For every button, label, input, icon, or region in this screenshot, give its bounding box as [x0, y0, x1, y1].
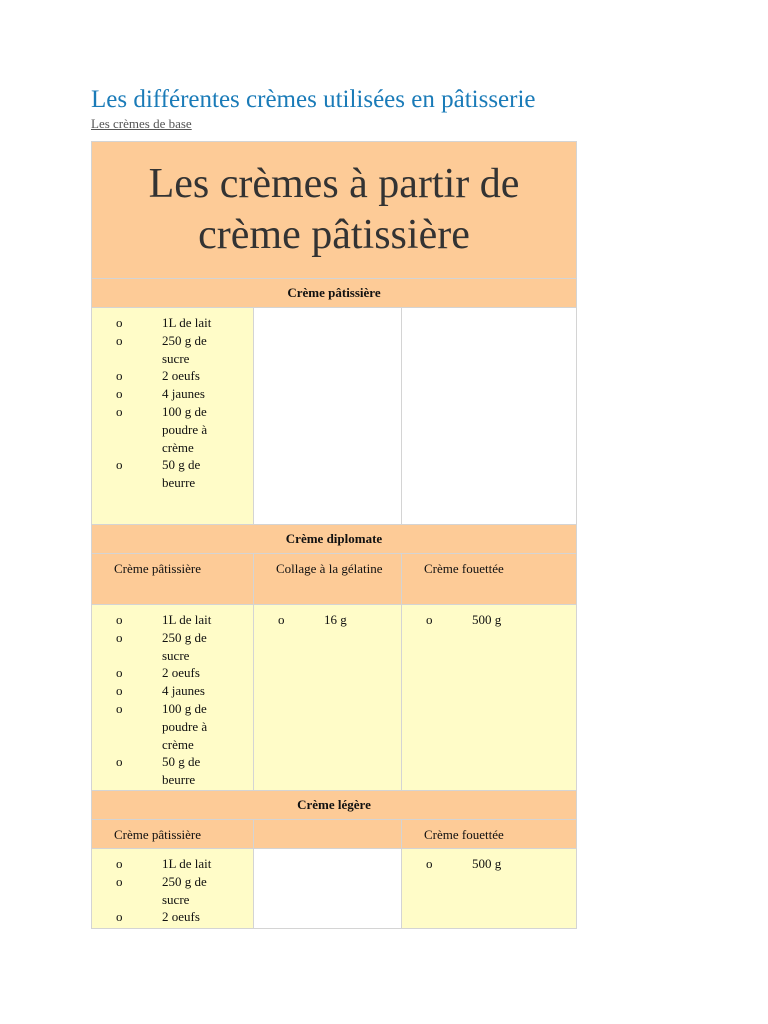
ingredient-list — [254, 605, 401, 629]
empty-cell — [254, 308, 402, 525]
gelatin-cell — [254, 605, 402, 791]
ingredient-list — [92, 605, 253, 789]
ingredient-list — [402, 605, 576, 629]
bullet: o — [116, 315, 123, 330]
bullet: o — [116, 368, 123, 384]
ingredient-list — [92, 308, 253, 492]
list-item: o 500 g — [426, 856, 502, 871]
section-header-creme-legere: Crème légère — [92, 791, 577, 820]
section-header-creme-patissiere: Crème pâtissière — [92, 279, 577, 308]
list-item: o 1L de lait — [116, 612, 212, 627]
list-item: o 500 g — [426, 612, 502, 627]
whipped-cream-cell — [402, 849, 577, 929]
empty-cell — [402, 308, 577, 525]
bullet: o — [116, 403, 123, 419]
list-item: o 16 g — [278, 612, 347, 627]
base-creams-link[interactable]: Les crèmes de base — [91, 116, 192, 131]
list-item: o 50 g de beurre — [116, 457, 201, 491]
section-header-creme-diplomate: Crème diplomate — [92, 525, 577, 554]
ingredient-list — [92, 849, 253, 926]
column-header: Collage à la gélatine — [254, 554, 402, 605]
column-header: Crème fouettée — [402, 820, 577, 849]
list-item: o 1L de lait — [116, 315, 212, 330]
list-item: o 2 oeufs — [116, 665, 200, 681]
list-item: o 100 g de poudre à crème — [116, 700, 208, 752]
bullet: o — [116, 386, 123, 402]
list-item: o 250 g de sucre — [116, 629, 207, 663]
ingredients-cell — [92, 849, 254, 929]
table-main-title — [92, 142, 577, 279]
bullet: o — [116, 332, 123, 348]
column-header: Crème pâtissière — [92, 820, 254, 849]
whipped-cream-cell — [402, 605, 577, 791]
list-item: o 1L de lait — [116, 856, 212, 871]
column-header: Crème pâtissière — [92, 554, 254, 605]
ingredients-cell — [92, 605, 254, 791]
empty-cell — [254, 849, 402, 929]
list-item: o 4 jaunes — [116, 683, 205, 699]
recipe-table — [91, 141, 577, 929]
ingredient-list — [402, 849, 576, 873]
column-header — [254, 820, 402, 849]
list-item: o 4 jaunes — [116, 386, 205, 402]
list-item: o 2 oeufs — [116, 368, 200, 384]
bullet: o — [116, 457, 123, 473]
main-title-line2: crème pâtissière — [198, 212, 470, 258]
page-title: Les différentes crèmes utilisées en pâtisserie — [91, 86, 536, 113]
list-item: o 2 oeufs — [116, 909, 200, 925]
list-item: o 250 g de sucre — [116, 873, 207, 907]
ingredients-cell — [92, 308, 254, 525]
list-item: o 50 g de beurre — [116, 754, 201, 788]
list-item: o 100 g de poudre à crème — [116, 403, 208, 455]
main-title-line1: Les crèmes à partir de — [148, 161, 520, 207]
list-item: o 250 g de sucre — [116, 332, 207, 366]
column-header: Crème fouettée — [402, 554, 577, 605]
